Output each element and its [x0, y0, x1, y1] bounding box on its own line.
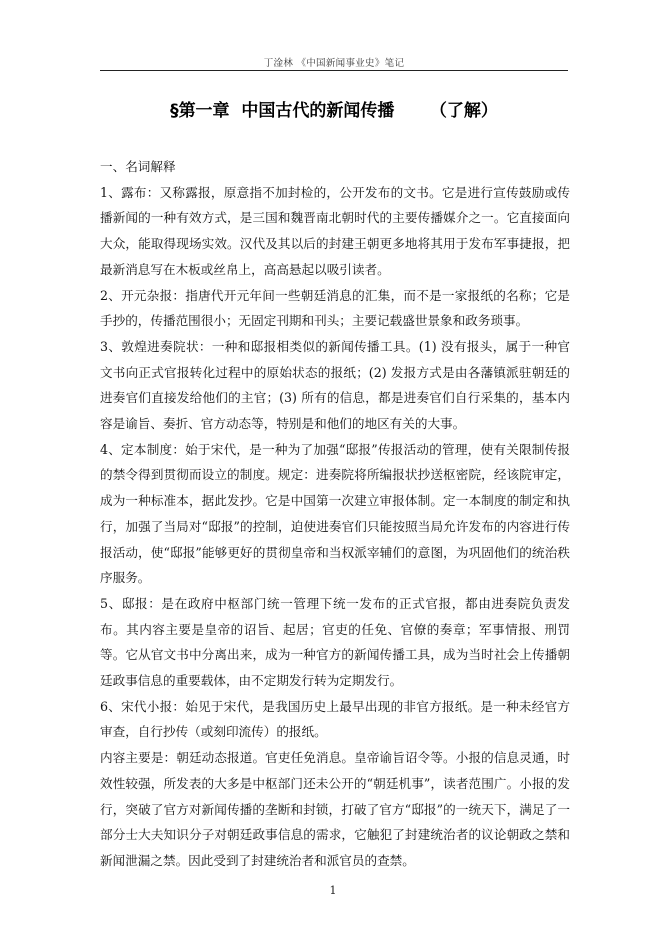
- paragraph-song-xiaobao: 6、宋代小报：始见于宋代，是我国历史上最早出现的非官方报纸。是一种未经官方审查，自行抄传（或刻印流传）的报纸。: [100, 698, 570, 740]
- paragraph-lubu: 1、露布：又称露报，原意指不加封检的，公开发布的文书。它是进行宣传鼓励或传播新闻的一种有效方式，是三国和魏晋南北朝时代的主要传播媒介之一。它直接面向大众，能取得现场实效。汉代及其以后的封建王朝更多地将其用于发布军事捷报，把最新消息写在木板或丝帛上，高高悬起以吸引读者。: [100, 184, 570, 277]
- paragraph-dingben-zhidu: 4、定本制度：始于宋代，是一种为了加强“邸报”传报活动的管理，使有关限制传报的禁令得到贯彻而设立的制度。规定：进奏院将所编报状抄送枢密院，经该院审定，成为一种标准本，据此发抄。它是中国第一次建立审报体制。定一本制度的制定和执行，加强了当局对“邸报”的控制，迫使进奏官们只能按照当局允许发布的内容进行传报活动，使“邸报”能够更好的贯彻皇帝和当权派宰辅们的意图，为巩固他们的统治秩序服务。: [100, 441, 570, 586]
- paragraph-xiaobao-content: 内容主要是：朝廷动态报道。官吏任免消息。皇帝谕旨诏令等。小报的信息灵通，时效性较强，所发表的大多是中枢部门还未公开的“朝廷机事”，读者范围广。小报的发行，突破了官方对新闻传播的垄断和封锁，打破了官方“邸报”的一统天下，满足了一部分士大夫知识分子对朝廷政事信息的需求，它触犯了封建统治者的议论朝政之禁和新闻泄漏之禁。因此受到了封建统治者和派官员的查禁。: [100, 750, 570, 868]
- page-number: 1: [329, 884, 337, 897]
- body-text: [100, 154, 570, 874]
- paragraph-dunhuang-jinzouyuan: 3、敦煌进奏院状：一种和邸报相类似的新闻传播工具。(1) 没有报头，属于一种官文书向正式官报转化过程中的原始状态的报纸；(2) 发报方式是由各藩镇派驻朝廷的进奏官们直接发给他们的主官；(3) 所有的信息，都是进奏官们自行采集的，基本内容是谕旨、奏折、官方动态等，特别是和他们的地区有关的大事。: [100, 338, 570, 432]
- running-header: 丁淦林 《中国新闻事业史》笔记: [263, 58, 405, 69]
- paragraph-kaiyuan-zabao: 2、开元杂报：指唐代开元年间一些朝廷消息的汇集，而不是一家报纸的名称；它是手抄的，传播范围很小；无固定刊期和刊头；主要记载盛世景象和政务琐事。: [100, 287, 570, 329]
- section-heading: 一、名词解释: [100, 159, 176, 174]
- paragraph-dibao: 5、邸报：是在政府中枢部门统一管理下统一发布的正式官报，都由进奏院负责发布。其内容主要是皇帝的诏旨、起居；官吏的任免、官僚的奏章；军事情报、刑罚等。它从官文书中分离出来，成为一种官方的新闻传播工具，成为当时社会上传播朝廷政事信息的重要载体，由不定期发行转为定期发行。: [100, 595, 570, 689]
- chapter-title: §第一章 中国古代的新闻传播 （了解）: [170, 101, 498, 121]
- header-divider: [100, 70, 568, 71]
